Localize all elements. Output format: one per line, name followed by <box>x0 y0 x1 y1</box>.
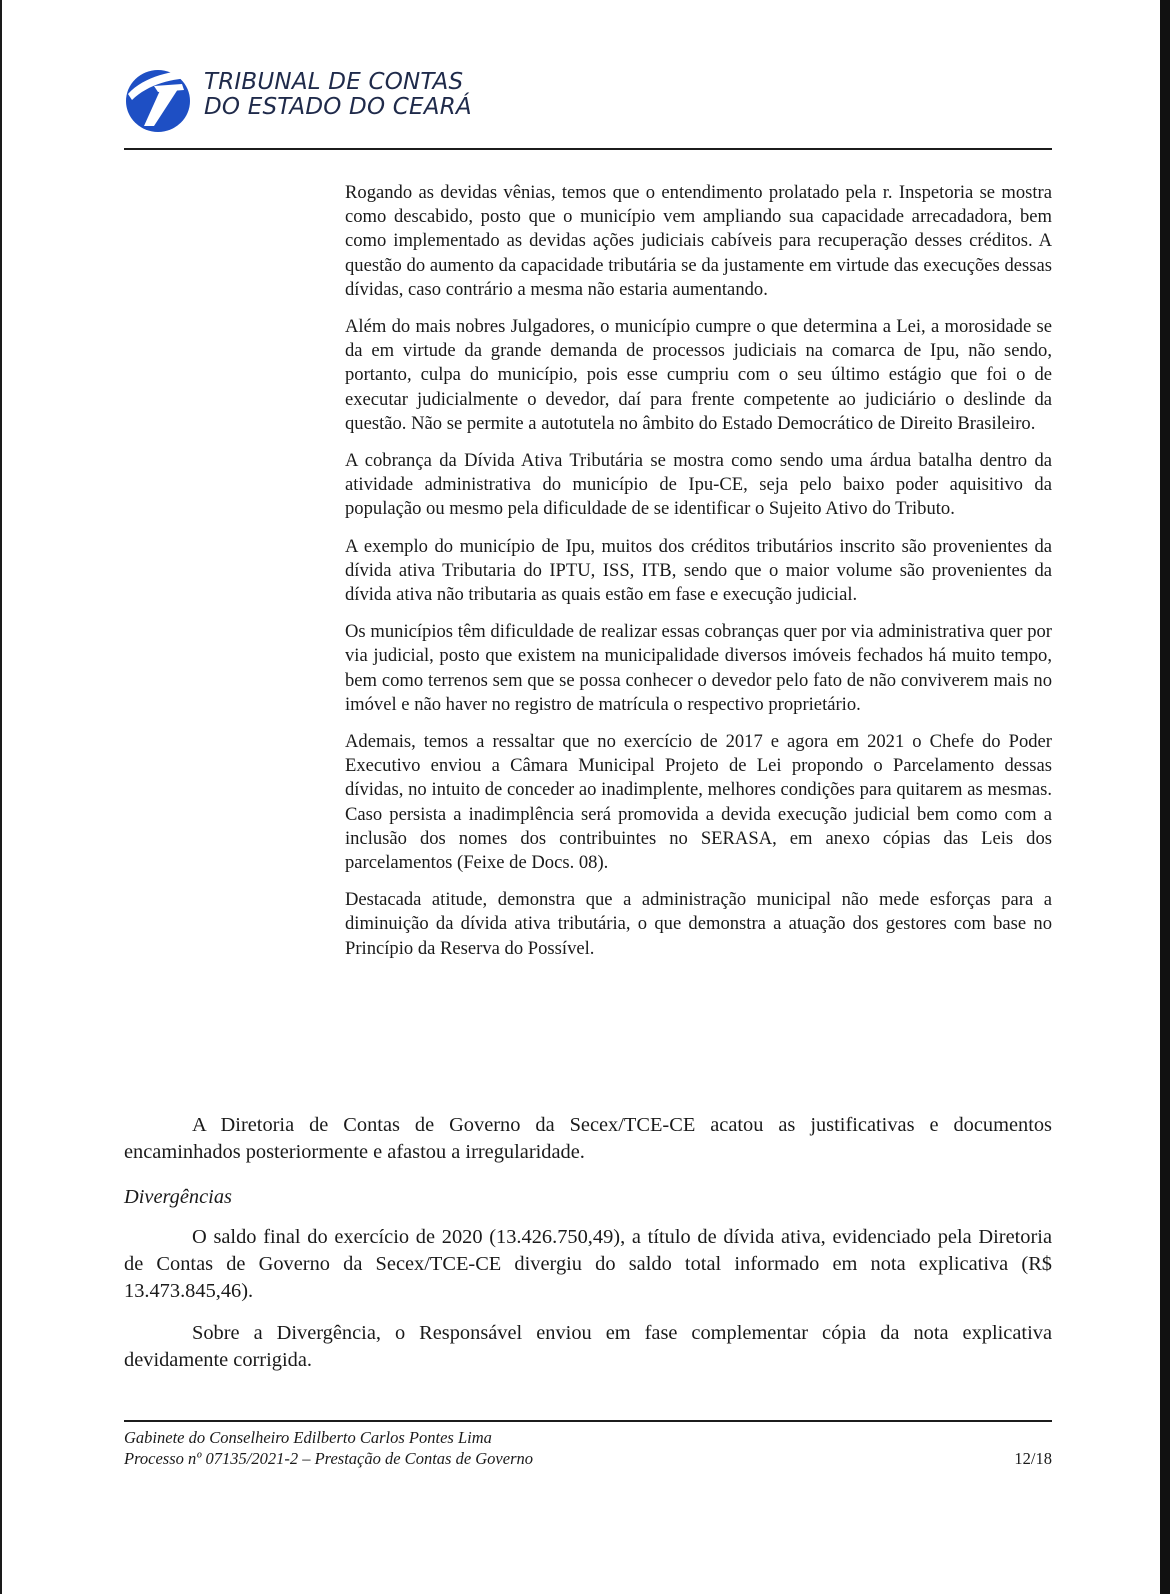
paragraph-sobre: Sobre a Divergência, o Responsável enviou em fase complementar cópia da nota explicativa devidamente corrigida. <box>124 1322 1052 1371</box>
document-page <box>2 0 1160 1594</box>
quote-paragraph: A cobrança da Dívida Ativa Tributária se mostra como sendo uma árdua batalha dentro da atividade administrativa do município de Ipu-CE, seja pelo baixo poder aquisitivo da população ou mesmo pela dificuldade de se identificar o Sujeito Ativo do Tributo. <box>345 450 1052 520</box>
section-title-divergencias: Divergências <box>124 1186 232 1208</box>
quote-paragraph: Rogando as devidas vênias, temos que o entendimento prolatado pela r. Inspetoria se mostra como descabido, posto que o município vem ampliando sua capacidade arrecadadora, bem como implementado as devidas ações judiciais cabíveis para recuperação desses créditos. A questão do aumento da capacidade tributária se da justamente em virtude das execuções dessas dívidas, caso contrário a mesma não estaria aumentando. <box>345 182 1052 300</box>
quote-paragraph: Ademais, temos a ressaltar que no exercício de 2017 e agora em 2021 o Chefe do Poder Executivo enviou a Câmara Municipal Projeto de Lei propondo o Parcelamento dessas dívidas, no intuito de conceder ao inadimplente, melhores condições para quitarem as mesmas. Caso persista a inadimplência será promovida a devida execução judicial bem como com a inclusão dos nomes dos contribuintes no SERASA, em anexo cópias das Leis dos parcelamentos (Feixe de Docs. 08). <box>345 731 1052 874</box>
quote-paragraph: Além do mais nobres Julgadores, o município cumpre o que determina a Lei, a morosidade se da em virtude da grande demanda de processos judiciais na comarca de Ipu, não sendo, portanto, culpa do município, pois esse cumpriu com o seu último estágio que foi o de executar judicialmente o devedor, daí para frente competente ao judiciário o deslinde da questão. Não se permite a autotutela no âmbito do Estado Democrático de Direito Brasileiro. <box>345 316 1052 434</box>
footer-divider <box>124 1420 1052 1422</box>
footer <box>124 1427 1052 1469</box>
paragraph-saldo: O saldo final do exercício de 2020 (13.426.750,49), a título de dívida ativa, evidenciado pela Diretoria de Contas de Governo da Secex/TCE-CE divergiu do saldo total informado em nota explicativa (R$ 13.473.845,46). <box>124 1226 1052 1302</box>
screen-edge <box>1160 0 1170 1594</box>
page-number: 12/18 <box>1014 1449 1052 1468</box>
tce-ce-logo-icon <box>124 64 196 134</box>
header-divider <box>124 148 1052 150</box>
organization-name <box>204 70 472 120</box>
quote-paragraph: A exemplo do município de Ipu, muitos dos créditos tributários inscrito são provenientes da dívida ativa Tributaria do IPTU, ISS, ITB, sendo que o maior volume são provenientes da dívida ativa não tributaria as quais estão em fase e execução judicial. <box>345 535 1052 606</box>
footer-processo: Processo nº 07135/2021-2 – Prestação de Contas de Governo <box>124 1449 534 1468</box>
org-name-line2: DO ESTADO DO CEARÁ <box>204 94 472 120</box>
header <box>124 62 1044 152</box>
quote-paragraph: Os municípios têm dificuldade de realizar essas cobranças quer por via administrativa quer por via judicial, posto que existem na municipalidade diversos imóveis fechados há muito tempo, bem como terrenos sem que se possa conhecer o devedor pelo fato de não conviverem mais no imóvel e não haver no registro de matrícula o respectivo proprietário. <box>345 621 1052 715</box>
paragraph-diretoria: A Diretoria de Contas de Governo da Secex/TCE-CE acatou as justificativas e documentos encaminhados posteriormente e afastou a irregularidade. <box>124 1114 1052 1163</box>
org-name-line1: TRIBUNAL DE CONTAS <box>204 69 464 95</box>
quote-paragraph: Destacada atitude, demonstra que a administração municipal não mede esforças para a diminuição da dívida ativa tributária, o que demonstra a atuação dos gestores com base no Princípio da Reserva do Possível. <box>345 889 1052 959</box>
footer-gabinete: Gabinete do Conselheiro Edilberto Carlos Pontes Lima <box>124 1428 492 1447</box>
quoted-justification <box>345 181 1052 974</box>
